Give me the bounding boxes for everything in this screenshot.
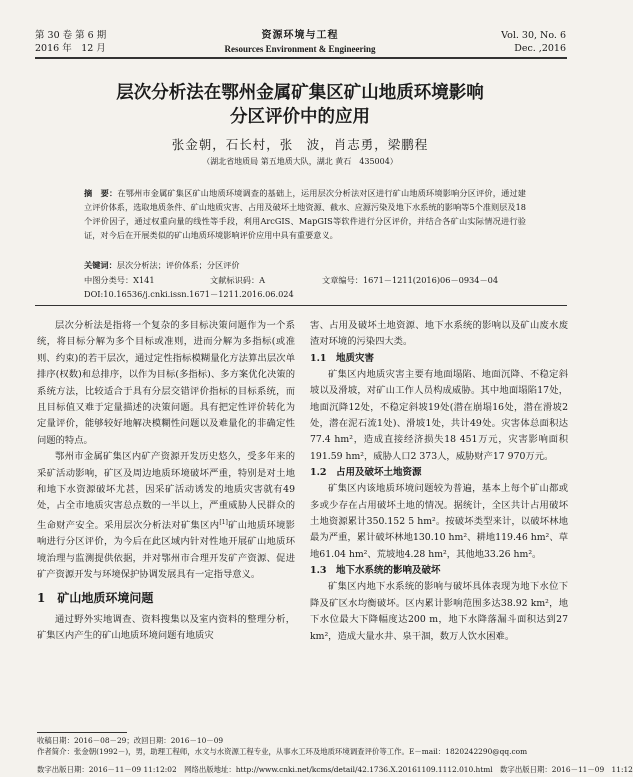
- abstract-label: 摘 要：: [84, 188, 118, 198]
- intro-p2-text: 鄂州市金属矿集区内矿产资源开发历史悠久，受多年来的采矿活动影响，矿区及周边地质环境破坏严重，特别是对土地和地下水资源破坏尤甚，因采矿活动诱发的地质灾害就有49处，占全市地质灾害总点数的一半以上，严重威胁人民群众的生命财产安全。采用层次分析法对矿集区内: [37, 451, 295, 531]
- section-1-paragraph: 通过野外实地调查、资料搜集以及室内资料的整理分析，矿集区内产生的矿山地质环境问题有地质灾: [37, 613, 295, 641]
- intro-paragraph-1: 层次分析法是指将一个复杂的多目标决策问题作为一个系统，将目标分解为多个目标或准则，进而分解为多指标(或准则、约束)的若干层次，通过定性指标模糊量化方法算出层次单排序(权数)和总排序，以作为目标(多指标)、多方案优化决策的系统方法，比较适合于具有分层交错评价指标的目标系统，而且目标值又难于定量描述的决策问题。具有把定性评价转化为定量评价，能够较好地解决模糊性问题以及难量化的非确定性问题的特点。: [37, 320, 295, 446]
- date-cn: 2016 年 12 月: [35, 43, 106, 54]
- received-dates: 收稿日期：2016－08－29；改回日期：2016－10－09: [37, 736, 224, 745]
- keywords: [84, 258, 526, 272]
- article-number: 文章编号：1671－1211(2016)06－0934－04: [322, 275, 499, 285]
- section-1-3-heading: 1.3 地下水系统的影响及破坏: [310, 565, 441, 577]
- author-bio: 作者简介：张金朝(1992－)，男，助理工程师，水文与水资源工程专业，从事水工环及地质环境调查评价等工作。E－mail：1820242290@qq.com: [37, 747, 528, 756]
- article-title-line2: 分区评价中的应用: [230, 107, 370, 127]
- left-column: [37, 318, 295, 644]
- header-rule: [35, 57, 567, 59]
- abstract-rule: [35, 305, 567, 306]
- intro-paragraph-2: [37, 449, 295, 583]
- article-title-line1: 层次分析法在鄂州金属矿集区矿山地质环境影响: [116, 83, 484, 103]
- journal-title-en: Resources Environment & Engineering: [224, 44, 376, 54]
- citation-ref: [1]: [219, 518, 228, 526]
- intro-p2-tail: 矿山地质环境影响进行分区评价，为今后在此区域内针对性地开展矿山地质环境治理与监测提供依据，并对鄂州市合理开发矿产资源、促进矿产资源开发与环境保护协调发展具有一定指导意义。: [37, 519, 295, 581]
- affiliation: （湖北省地质局 第五地质大队，湖北 黄石 435004）: [202, 157, 398, 166]
- journal-title-cn: 资源环境与工程: [261, 30, 339, 41]
- section-1-2-heading: 1.2 占用及破坏土地资源: [310, 467, 422, 479]
- abstract-text: 在鄂州市金属矿集区矿山地质环境调查的基础上，运用层次分析法对区进行矿山地质环境影响分区评价，通过建立评价体系，选取地质条件、矿山地质灾害、占用及破坏土地资源、截水、应源污染及地下水系统的影响等5个准则层及18个评价因子，通过权重向量的线性等手段，利用ArcGIS、MapGIS等软件进行分区评价，并结合各矿山实际情况进行验证，对今后在开展类似的矿山地质环境影响评价应用中具有重要意义。: [84, 188, 526, 240]
- keywords-text: 层次分析法；评价体系；分区评价: [116, 260, 240, 270]
- section-1-3-paragraph: 矿集区内地下水系统的影响与破坏具体表现为地下水位下降及矿区水均衡破坏。区内累计影响范围多达38.92 km²，地下水位最大下降幅度达200 m，地下水降落漏斗面积达到27 km²，造成大量水井、泉干涸，数万人饮水困难。: [310, 581, 568, 642]
- online-publication: 数字出版日期：2016－11－09 11:12:02 网络出版地址：http://www.cnki.net/kcms/detail/42.1736.X.20161109.1112.010.html 数字出版日期：2016－11－09 11:12: [37, 765, 633, 774]
- right-paragraph-1: 害、占用及破坏土地资源、地下水系统的影响以及矿山废水废渣对环境的污染四大类。: [310, 320, 568, 348]
- footnote-rule: [37, 732, 127, 733]
- right-column: [310, 318, 568, 645]
- section-1-2-paragraph: 矿集区内该地质环境问题较为普遍，基本上每个矿山都或多或少存在占用破坏土地的情况。据统计，全区共计占用破坏土地资源累计350.152 5 hm²。按破坏类型来计，以破坏林地最为严重，累计破坏林地130.10 hm²、耕地119.46 hm²、草地61.04 hm²、荒坡地4.28 hm²，其他地33.26 hm²。: [310, 483, 568, 560]
- date-en: Dec. ,2016: [514, 43, 566, 54]
- abstract: [84, 186, 526, 242]
- volume-issue-cn: 第 30 卷 第 6 期: [35, 30, 107, 41]
- keywords-label: 关键词：: [84, 260, 117, 270]
- section-1-1-paragraph: 矿集区内地质灾害主要有地面塌陷、地面沉降、不稳定斜坡以及滑坡，对矿山工作人员构成威胁。其中地面塌陷17处，地面沉降12处，不稳定斜坡19处(潜在崩塌16处，潜在滑坡2处，潜在泥石流1处)、滑坡1处，共计49处。灾害体总面积达77.4 hm²，造成直接经济损失18 451万元，灾害影响面积191.59 hm²，威胁人口2 373人，威胁财产17 970万元。: [310, 368, 568, 462]
- document-code: 文献标识码：A: [210, 275, 266, 285]
- section-1-1-heading: 1.1 地质灾害: [310, 352, 375, 364]
- clc-number: 中图分类号：X141: [84, 275, 155, 285]
- section-1-heading: 1 矿山地质环境问题: [37, 590, 154, 605]
- volume-issue-en: Vol. 30, No. 6: [501, 30, 566, 41]
- author-list: 张金朝，石长村，张 波，肖志勇，梁鹏程: [171, 137, 429, 152]
- doi: DOI:10.16536/j.cnki.issn.1671－1211.2016.06.024: [84, 289, 294, 299]
